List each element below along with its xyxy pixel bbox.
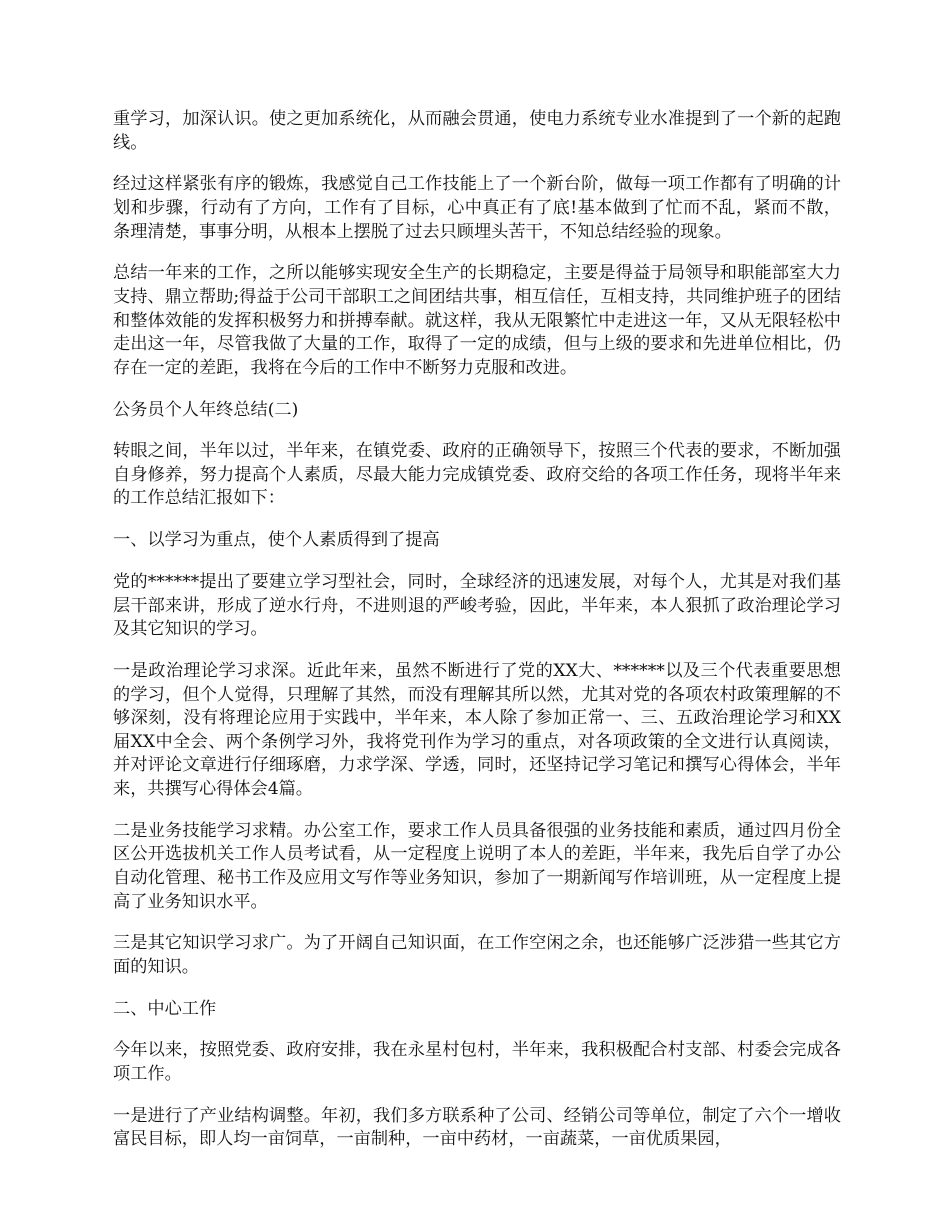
paragraph-year-summary: 总结一年来的工作，之所以能够实现安全生产的长期稳定，主要是得益于局领导和职能部室大力支持、鼎立帮助;得益于公司干部职工之间团结共事，相互信任，互相支持，共同维护班子的团结和整体效能的发挥积极努力和拼搏奉献。就这样，我从无限繁忙中走进这一年，又从无限轻松中走出这一年，尽管我做了大量的工作，取得了一定的成绩，但与上级的要求和先进单位相比，仍存在一定的差距，我将在今后的工作中不断努力克服和改进。 <box>113 263 841 378</box>
paragraph-political-theory: 一是政治理论学习求深。近此年来，虽然不断进行了党的XX大、******以及三个代表重要思想的学习，但个人觉得，只理解了其然，而没有理解其所以然，尤其对党的各项农村政策理解的不够深刻，没有将理论应用于实践中，半年来，本人除了参加正常一、三、五政治理论学习和XX届XX中全会、两个条例学习外，我将党刊作为学习的重点，对各项政策的全文进行认真阅读，并对评论文章进行仔细琢磨，力求学深、学透，同时，还坚持记学习笔记和撰写心得体会，半年来，共撰写心得体会4篇。 <box>113 661 841 799</box>
paragraph-industry-adjustment: 一是进行了产业结构调整。年初，我们多方联系种了公司、经销公司等单位，制定了六个一增收富民目标，即人均一亩饲草，一亩制种，一亩中药材，一亩蔬菜，一亩优质果园， <box>113 1105 841 1150</box>
paragraph-learning-society: 党的******提出了要建立学习型社会，同时，全球经济的迅速发展，对每个人，尤其是对我们基层干部来讲，形成了逆水行舟，不进则退的严峻考验，因此，半年来，本人狠抓了政治理论学习及其它知识的学习。 <box>113 572 841 640</box>
paragraph-other-knowledge: 三是其它知识学习求广。为了开阔自己知识面，在工作空闲之余，也还能够广泛涉猎一些其它方面的知识。 <box>113 933 841 977</box>
paragraph-work-skills: 经过这样紧张有序的锻炼，我感觉自己工作技能上了一个新台阶，做每一项工作都有了明确的计划和步骤，行动有了方向，工作有了目标，心中真正有了底!基本做到了忙而不乱，紧而不散，条理清楚，事事分明，从根本上摆脱了过去只顾埋头苦干，不知总结经验的现象。 <box>113 174 841 242</box>
heading-central-work: 二、中心工作 <box>113 998 217 1019</box>
paragraph-village-work: 今年以来，按照党委、政府安排，我在永星村包村，半年来，我积极配合村支部、村委会完成各项工作。 <box>113 1040 841 1085</box>
section-title: 公务员个人年终总结(二) <box>113 399 299 420</box>
paragraph-intro: 转眼之间，半年以过，半年来，在镇党委、政府的正确领导下，按照三个代表的要求，不断加强自身修养，努力提高个人素质，尽最大能力完成镇党委、政府交给的各项工作任务，现将半年来的工作总结汇报如下： <box>113 441 841 509</box>
paragraph-business-skills: 二是业务技能学习求精。办公室工作，要求工作人员具备很强的业务技能和素质，通过四月份全区公开选拔机关工作人员考试看，从一定程度上说明了本人的差距，半年来，我先后自学了办公自动化管理、秘书工作及应用文写作等业务知识，参加了一期新闻写作培训班，从一定程度上提高了业务知识水平。 <box>113 820 841 912</box>
document-page <box>113 108 841 1170</box>
paragraph-electric-system-study: 重学习，加深认识。使之更加系统化，从而融会贯通，使电力系统专业水准提到了一个新的起跑线。 <box>113 109 841 153</box>
heading-study-focus: 一、以学习为重点，使个人素质得到了提高 <box>113 530 440 551</box>
